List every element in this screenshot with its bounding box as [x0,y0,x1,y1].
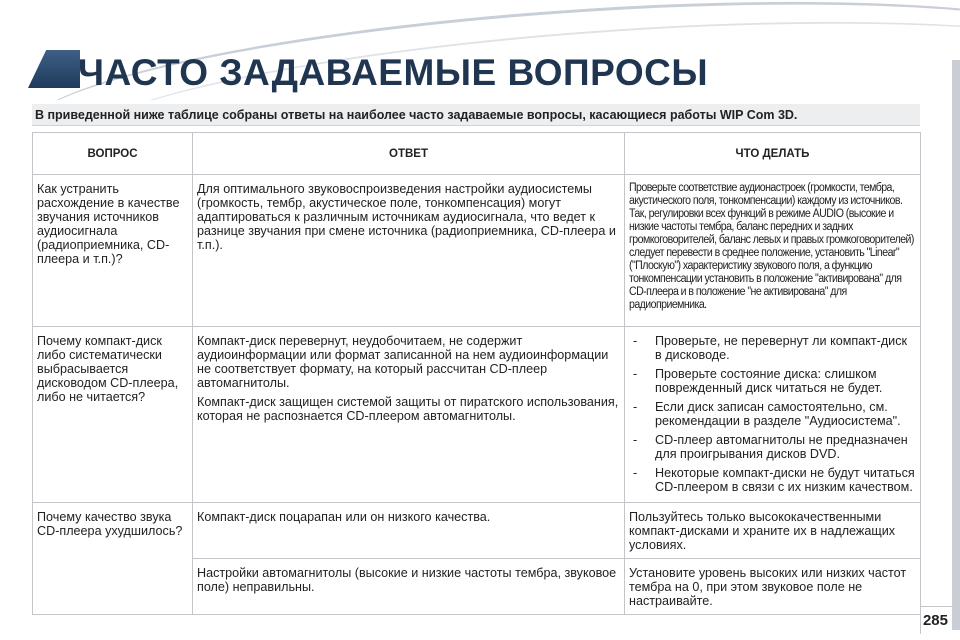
answer-cell [193,503,625,559]
table-row [33,327,921,503]
action-text: Проверьте соответствие аудионастроек (громкости, тембра, акустического поля, тонкомпенсации) каждому из источников. Так, регулировки всех функций в режиме AUDIO (высокие и низкие частоты тембра, баланс передних и задних громкоговорителей, баланс левых и правых громкоговорителей) следует перевести в среднее положение, установить "Linear" ("Плоскую") характеристику звукового поля, а функцию тонкомпенсации установить в положение "активирована" для CD-плеера и в положение "не активирована" для радиоприемника. [629,182,914,311]
answer-cell [193,559,625,615]
faq-table [32,132,921,615]
answer-text: Компакт-диск перевернут, неудобочитаем, не содержит аудиоинформации или формат записанной на нем аудиоинформации не соответствует формату, на который рассчитан CD-плеер автомагнитолы. [197,334,609,390]
question-cell: Как устранить расхождение в качестве звучания источников аудиосигнала (радиоприемника, CD-плеера и т.п.)? [33,175,193,327]
header-action: ЧТО ДЕЛАТЬ [625,133,921,175]
answer-text: Компакт-диск защищен системой защиты от пиратского использования, которая не распознается CD-плеером автомагнитолы. [197,395,619,423]
page-title: ЧАСТО ЗАДАВАЕМЫЕ ВОПРОСЫ [78,52,709,93]
answer-text: Компакт-диск поцарапан или он низкого качества. [197,510,491,524]
intro-text: В приведенной ниже таблице собраны ответы на наиболее часто задаваемые вопросы, касающиеся работы WIP Com 3D. [32,104,920,126]
header-tab [28,50,80,88]
action-cell [625,327,921,503]
page-number: 285 [922,612,948,629]
answer-cell [193,175,625,327]
action-cell [625,175,921,327]
table-row [33,503,921,559]
table-row [33,175,921,327]
question-cell: Почему качество звука CD-плеера ухудшилось? [33,503,193,615]
table-header-row [33,133,921,175]
list-item: - CD-плеер автомагнитолы не предназначен для проигрывания дисков DVD. [629,433,916,461]
question-cell: Почему компакт-диск либо систематически выбрасывается дисководом CD-плеера, либо не читается? [33,327,193,503]
list-item: - Проверьте состояние диска: слишком поврежденный диск читаться не будет. [629,367,916,395]
right-edge-strip [952,60,960,630]
action-cell: Установите уровень высоких или низких частот тембра на 0, при этом звуковое поле не настраивайте. [625,559,921,615]
list-item: - Некоторые компакт-диски не будут читаться CD-плеером в связи с их низким качеством. [629,466,916,494]
header-question: ВОПРОС [33,133,193,175]
answer-text: Для оптимального звуковоспроизведения настройки аудиосистемы (громкость, тембр, акустическое поле, тонкомпенсация) могут адаптироваться к различным источникам аудиосигнала, что ведет к разнице звучания при смене источника (радиоприемника, CD-плеера и т.п.). [197,182,616,252]
list-item: - Если диск записан самостоятельно, см. рекомендации в разделе "Аудиосистема". [629,400,916,428]
action-cell: Пользуйтесь только высококачественными компакт-дисками и храните их в надлежащих условиях. [625,503,921,559]
header-answer: ОТВЕТ [193,133,625,175]
action-list [629,334,916,494]
answer-text: Настройки автомагнитолы (высокие и низкие частоты тембра, звуковое поле) неправильны. [197,566,617,594]
list-item: - Проверьте, не перевернут ли компакт-диск в дисководе. [629,334,916,362]
answer-cell [193,327,625,503]
